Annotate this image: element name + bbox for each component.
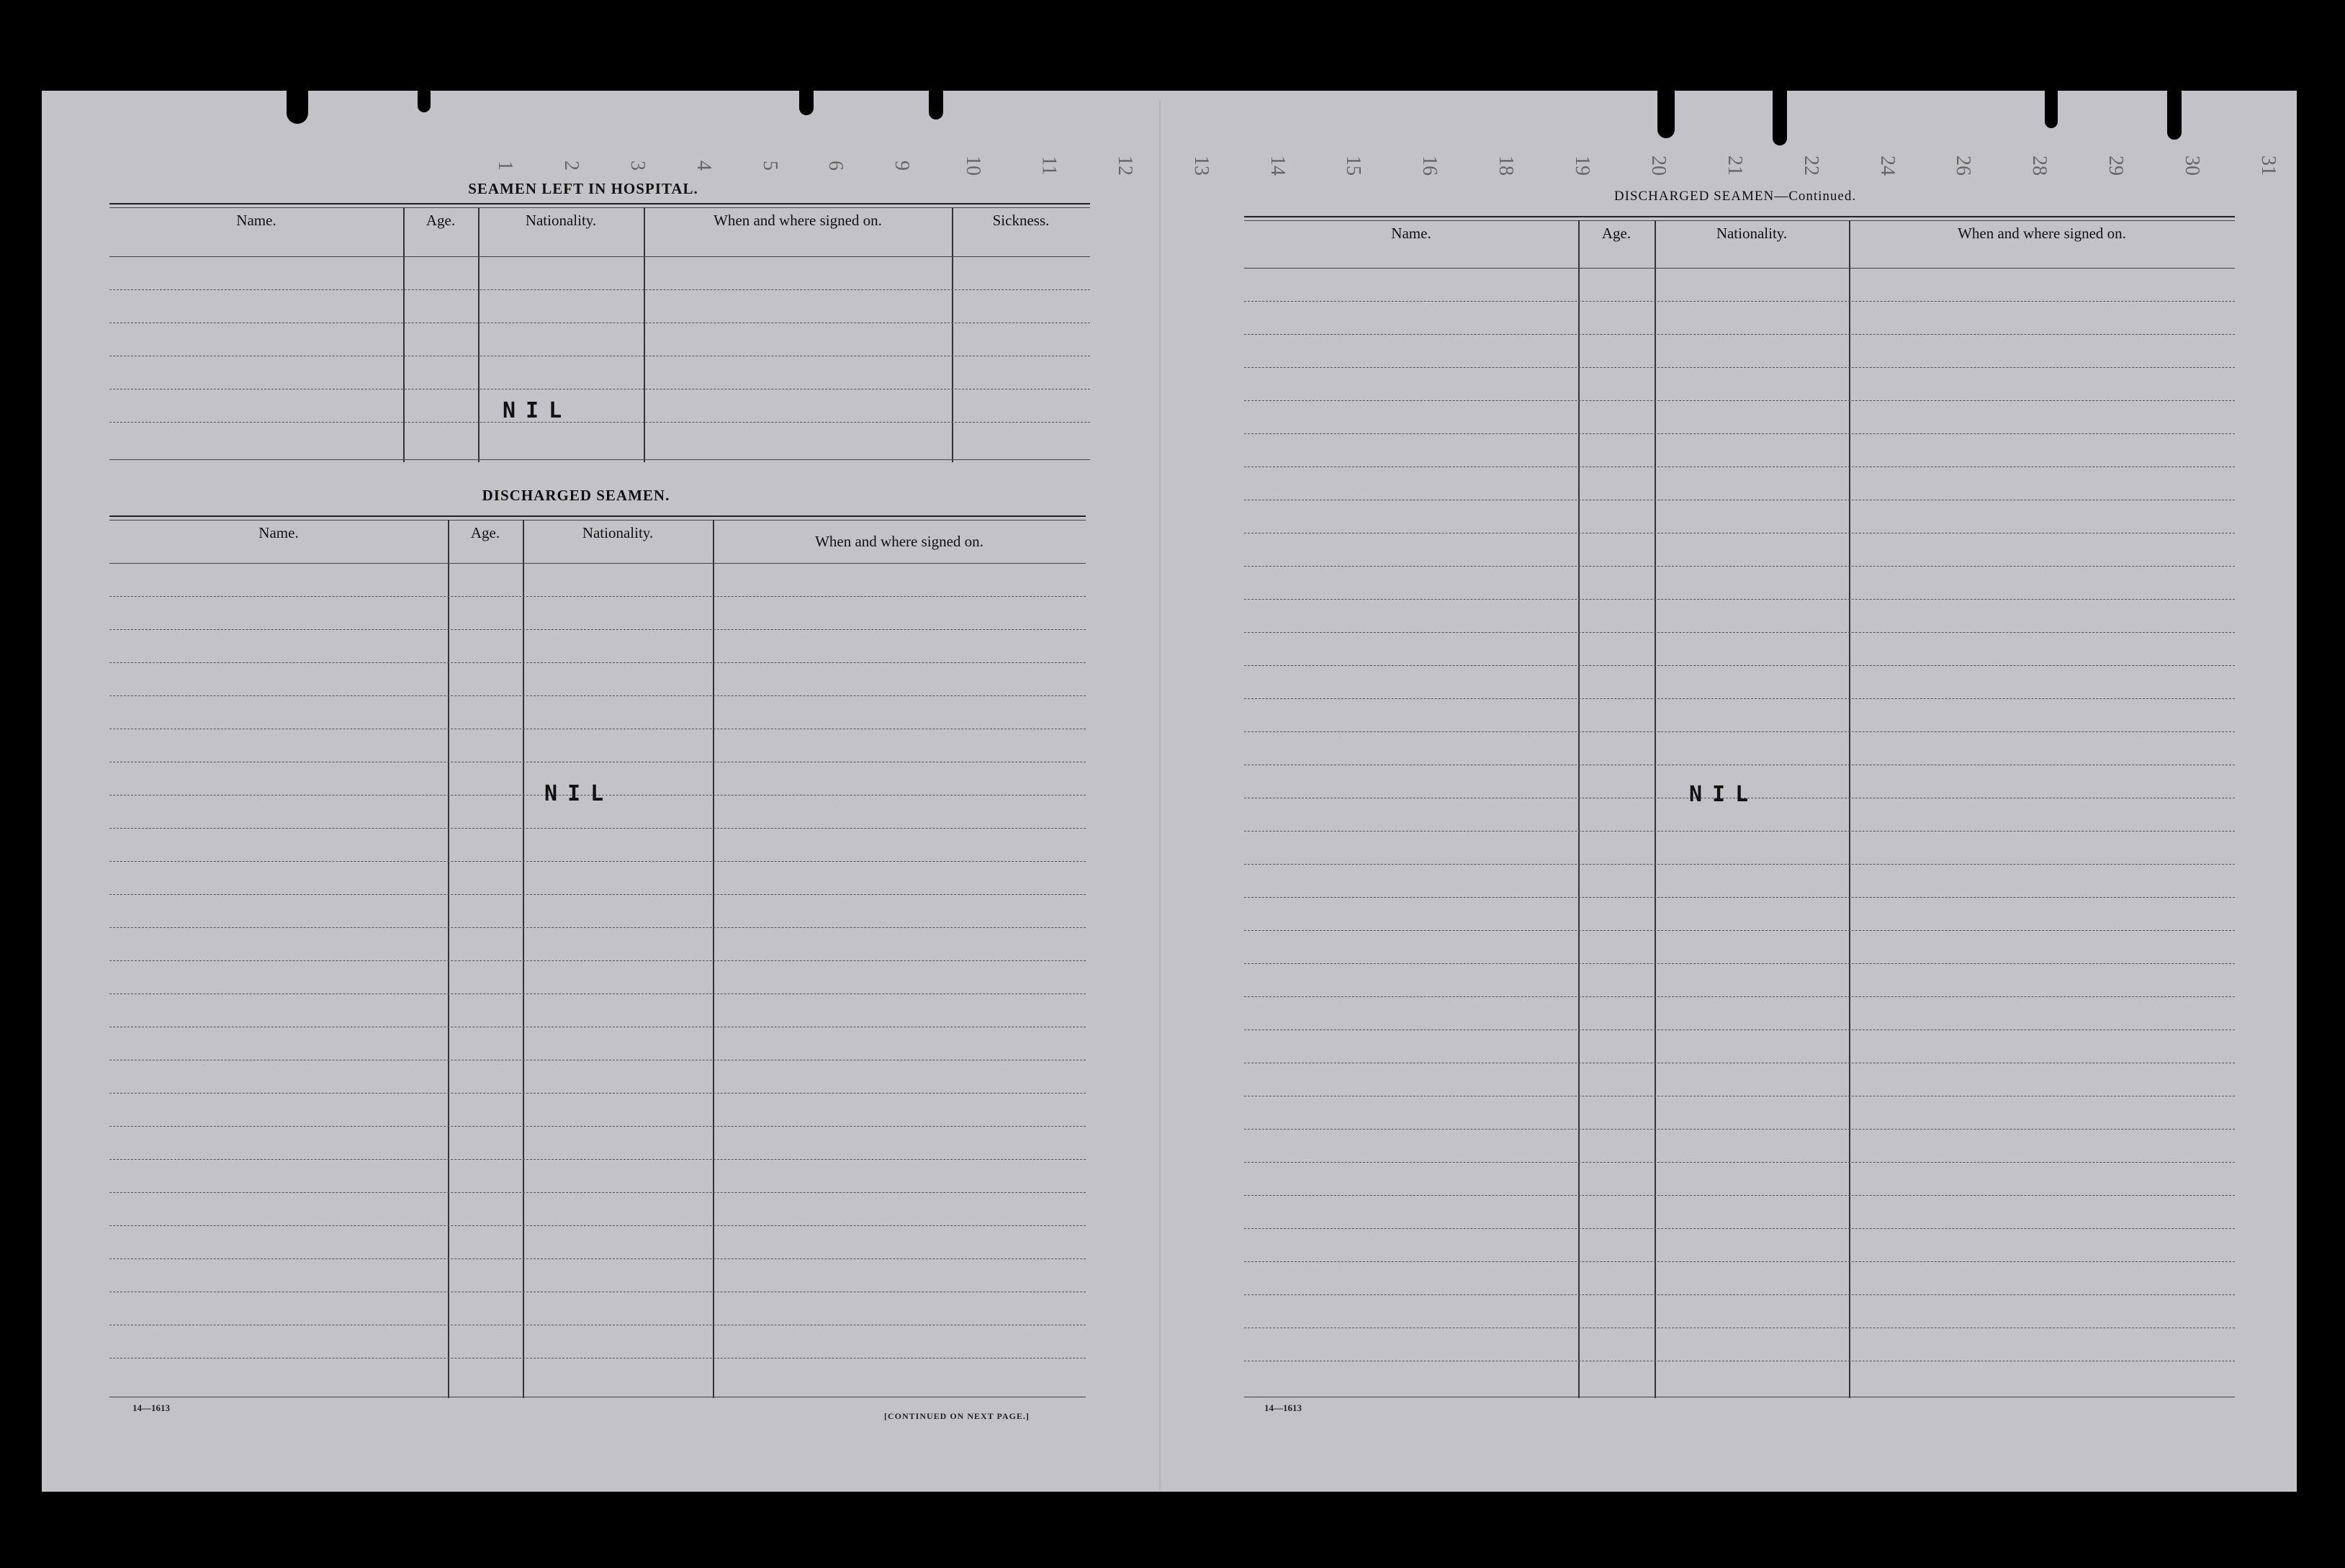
- column-header-age: Age.: [426, 212, 456, 229]
- row-rule: [1244, 698, 2235, 699]
- row-rule: [109, 927, 1086, 928]
- row-rule: [109, 1093, 1086, 1094]
- column-divider: [1578, 220, 1580, 1398]
- column-header-nationality: Nationality.: [525, 212, 597, 229]
- tab-notch: [1773, 91, 1787, 145]
- row-rule: [109, 861, 1086, 862]
- row-rule: [109, 459, 1090, 460]
- tab-index-number: 10: [962, 156, 985, 176]
- tab-index-number: 4: [692, 161, 715, 171]
- row-rule: [1244, 268, 2235, 269]
- row-rule: [1244, 1129, 2235, 1130]
- column-divider: [713, 520, 714, 1398]
- row-rule: [109, 596, 1086, 597]
- row-rule: [109, 256, 1090, 257]
- column-header-nationality: Nationality.: [1716, 225, 1788, 242]
- table-rule: [109, 203, 1090, 204]
- row-rule: [109, 1126, 1086, 1127]
- continued-note: [CONTINUED ON NEXT PAGE.]: [884, 1411, 1030, 1421]
- row-rule: [109, 289, 1090, 290]
- column-header-signed-on: When and where signed on.: [815, 533, 984, 550]
- row-rule: [109, 993, 1086, 994]
- row-rule: [1244, 301, 2235, 302]
- column-header-age: Age.: [470, 524, 500, 541]
- tab-notch: [418, 91, 431, 112]
- row-rule: [109, 695, 1086, 696]
- row-rule: [1244, 1162, 2235, 1163]
- column-header-age: Age.: [1601, 225, 1631, 242]
- form-number: 14—1613: [132, 1402, 170, 1413]
- discharged-continued-nil-entry: NIL: [1689, 782, 1759, 807]
- row-rule: [1244, 1228, 2235, 1229]
- page-fold: [1159, 101, 1161, 1490]
- row-rule: [1244, 963, 2235, 964]
- tab-index-number: 11: [1038, 156, 1061, 176]
- tab-index-number: 2: [559, 161, 582, 171]
- row-rule: [1244, 831, 2235, 832]
- tab-index-number: 26: [1952, 156, 1975, 176]
- column-header-signed-on: When and where signed on.: [1958, 225, 2126, 242]
- row-rule: [1244, 996, 2235, 997]
- tab-index-number: 3: [626, 161, 649, 171]
- tab-index-number: 16: [1418, 156, 1441, 176]
- discharged-section-title: DISCHARGED SEAMEN.: [482, 487, 670, 504]
- row-rule: [109, 662, 1086, 663]
- tab-index-number: 31: [2256, 156, 2279, 176]
- hospital-section-title: SEAMEN LEFT IN HOSPITAL.: [468, 180, 698, 197]
- row-rule: [109, 422, 1090, 423]
- tab-index-number: 9: [891, 161, 914, 171]
- tab-index-number: 30: [2181, 156, 2204, 176]
- row-rule: [1244, 400, 2235, 401]
- table-rule: [109, 207, 1090, 208]
- row-rule: [1244, 731, 2235, 732]
- table-rule: [1244, 216, 2235, 217]
- tab-index-number: 28: [2028, 156, 2051, 176]
- tab-notch: [2167, 91, 2182, 140]
- row-rule: [1244, 433, 2235, 434]
- column-divider: [644, 207, 645, 462]
- column-divider: [952, 207, 953, 462]
- tab-index-number: 12: [1113, 156, 1136, 176]
- form-number-right: 14—1613: [1264, 1402, 1302, 1413]
- row-rule: [1244, 897, 2235, 898]
- tab-index-number: 13: [1189, 156, 1212, 176]
- row-rule: [109, 629, 1086, 630]
- row-rule: [1244, 334, 2235, 335]
- tab-index-number: 5: [758, 161, 781, 171]
- column-header-name: Name.: [1391, 225, 1431, 242]
- hospital-nil-entry: NIL: [503, 398, 572, 423]
- table-rule: [109, 520, 1086, 521]
- column-divider: [1849, 220, 1850, 1398]
- row-rule: [1244, 566, 2235, 567]
- column-divider: [403, 207, 405, 462]
- row-rule: [1244, 930, 2235, 931]
- tab-index-number: 19: [1571, 156, 1594, 176]
- row-rule: [109, 563, 1086, 564]
- tab-notch: [799, 91, 814, 115]
- discharged-nil-entry: NIL: [544, 781, 614, 806]
- column-header-name: Name.: [258, 524, 299, 541]
- tab-index-number: 20: [1647, 156, 1670, 176]
- row-rule: [1244, 665, 2235, 666]
- tab-notch: [1657, 91, 1675, 138]
- row-rule: [109, 894, 1086, 895]
- table-rule: [1244, 220, 2235, 221]
- row-rule: [109, 828, 1086, 829]
- column-divider: [448, 520, 449, 1398]
- column-divider: [1655, 220, 1656, 1398]
- tab-notch: [2045, 91, 2058, 128]
- tab-index-number: 22: [1799, 156, 1822, 176]
- tab-notch: [287, 91, 308, 124]
- column-header-name: Name.: [236, 212, 276, 229]
- hospital-table: [109, 203, 1090, 462]
- tab-index-number: 29: [2105, 156, 2128, 176]
- tab-index-number: 21: [1723, 156, 1746, 176]
- row-rule: [1244, 1195, 2235, 1196]
- tab-index-number: 15: [1342, 156, 1365, 176]
- tab-notch: [929, 91, 943, 120]
- row-rule: [109, 1192, 1086, 1193]
- tab-index-number: 14: [1266, 156, 1289, 176]
- row-rule: [109, 1159, 1086, 1160]
- tab-index-number: 18: [1495, 156, 1518, 176]
- discharged-continued-title: DISCHARGED SEAMEN—Continued.: [1613, 189, 1857, 204]
- column-header-signed-on: When and where signed on.: [714, 212, 882, 229]
- row-rule: [1244, 599, 2235, 600]
- row-rule: [109, 960, 1086, 961]
- row-rule: [109, 1225, 1086, 1226]
- column-divider: [478, 207, 480, 462]
- column-divider: [523, 520, 524, 1398]
- row-rule: [1244, 367, 2235, 368]
- column-header-sickness: Sickness.: [992, 212, 1050, 229]
- row-rule: [1244, 1029, 2235, 1030]
- tab-index-number: 1: [494, 161, 516, 171]
- table-rule: [109, 515, 1086, 517]
- row-rule: [1244, 632, 2235, 633]
- row-rule: [109, 1258, 1086, 1259]
- row-rule: [1244, 1294, 2235, 1295]
- tab-index-number: 24: [1876, 156, 1899, 176]
- tab-index-number: 6: [824, 161, 847, 171]
- discharged-table-left: [109, 515, 1086, 1398]
- column-header-nationality: Nationality.: [582, 524, 654, 541]
- row-rule: [1244, 864, 2235, 865]
- row-rule: [1244, 1261, 2235, 1262]
- row-rule: [109, 1358, 1086, 1359]
- discharged-table-right: [1244, 216, 2235, 1398]
